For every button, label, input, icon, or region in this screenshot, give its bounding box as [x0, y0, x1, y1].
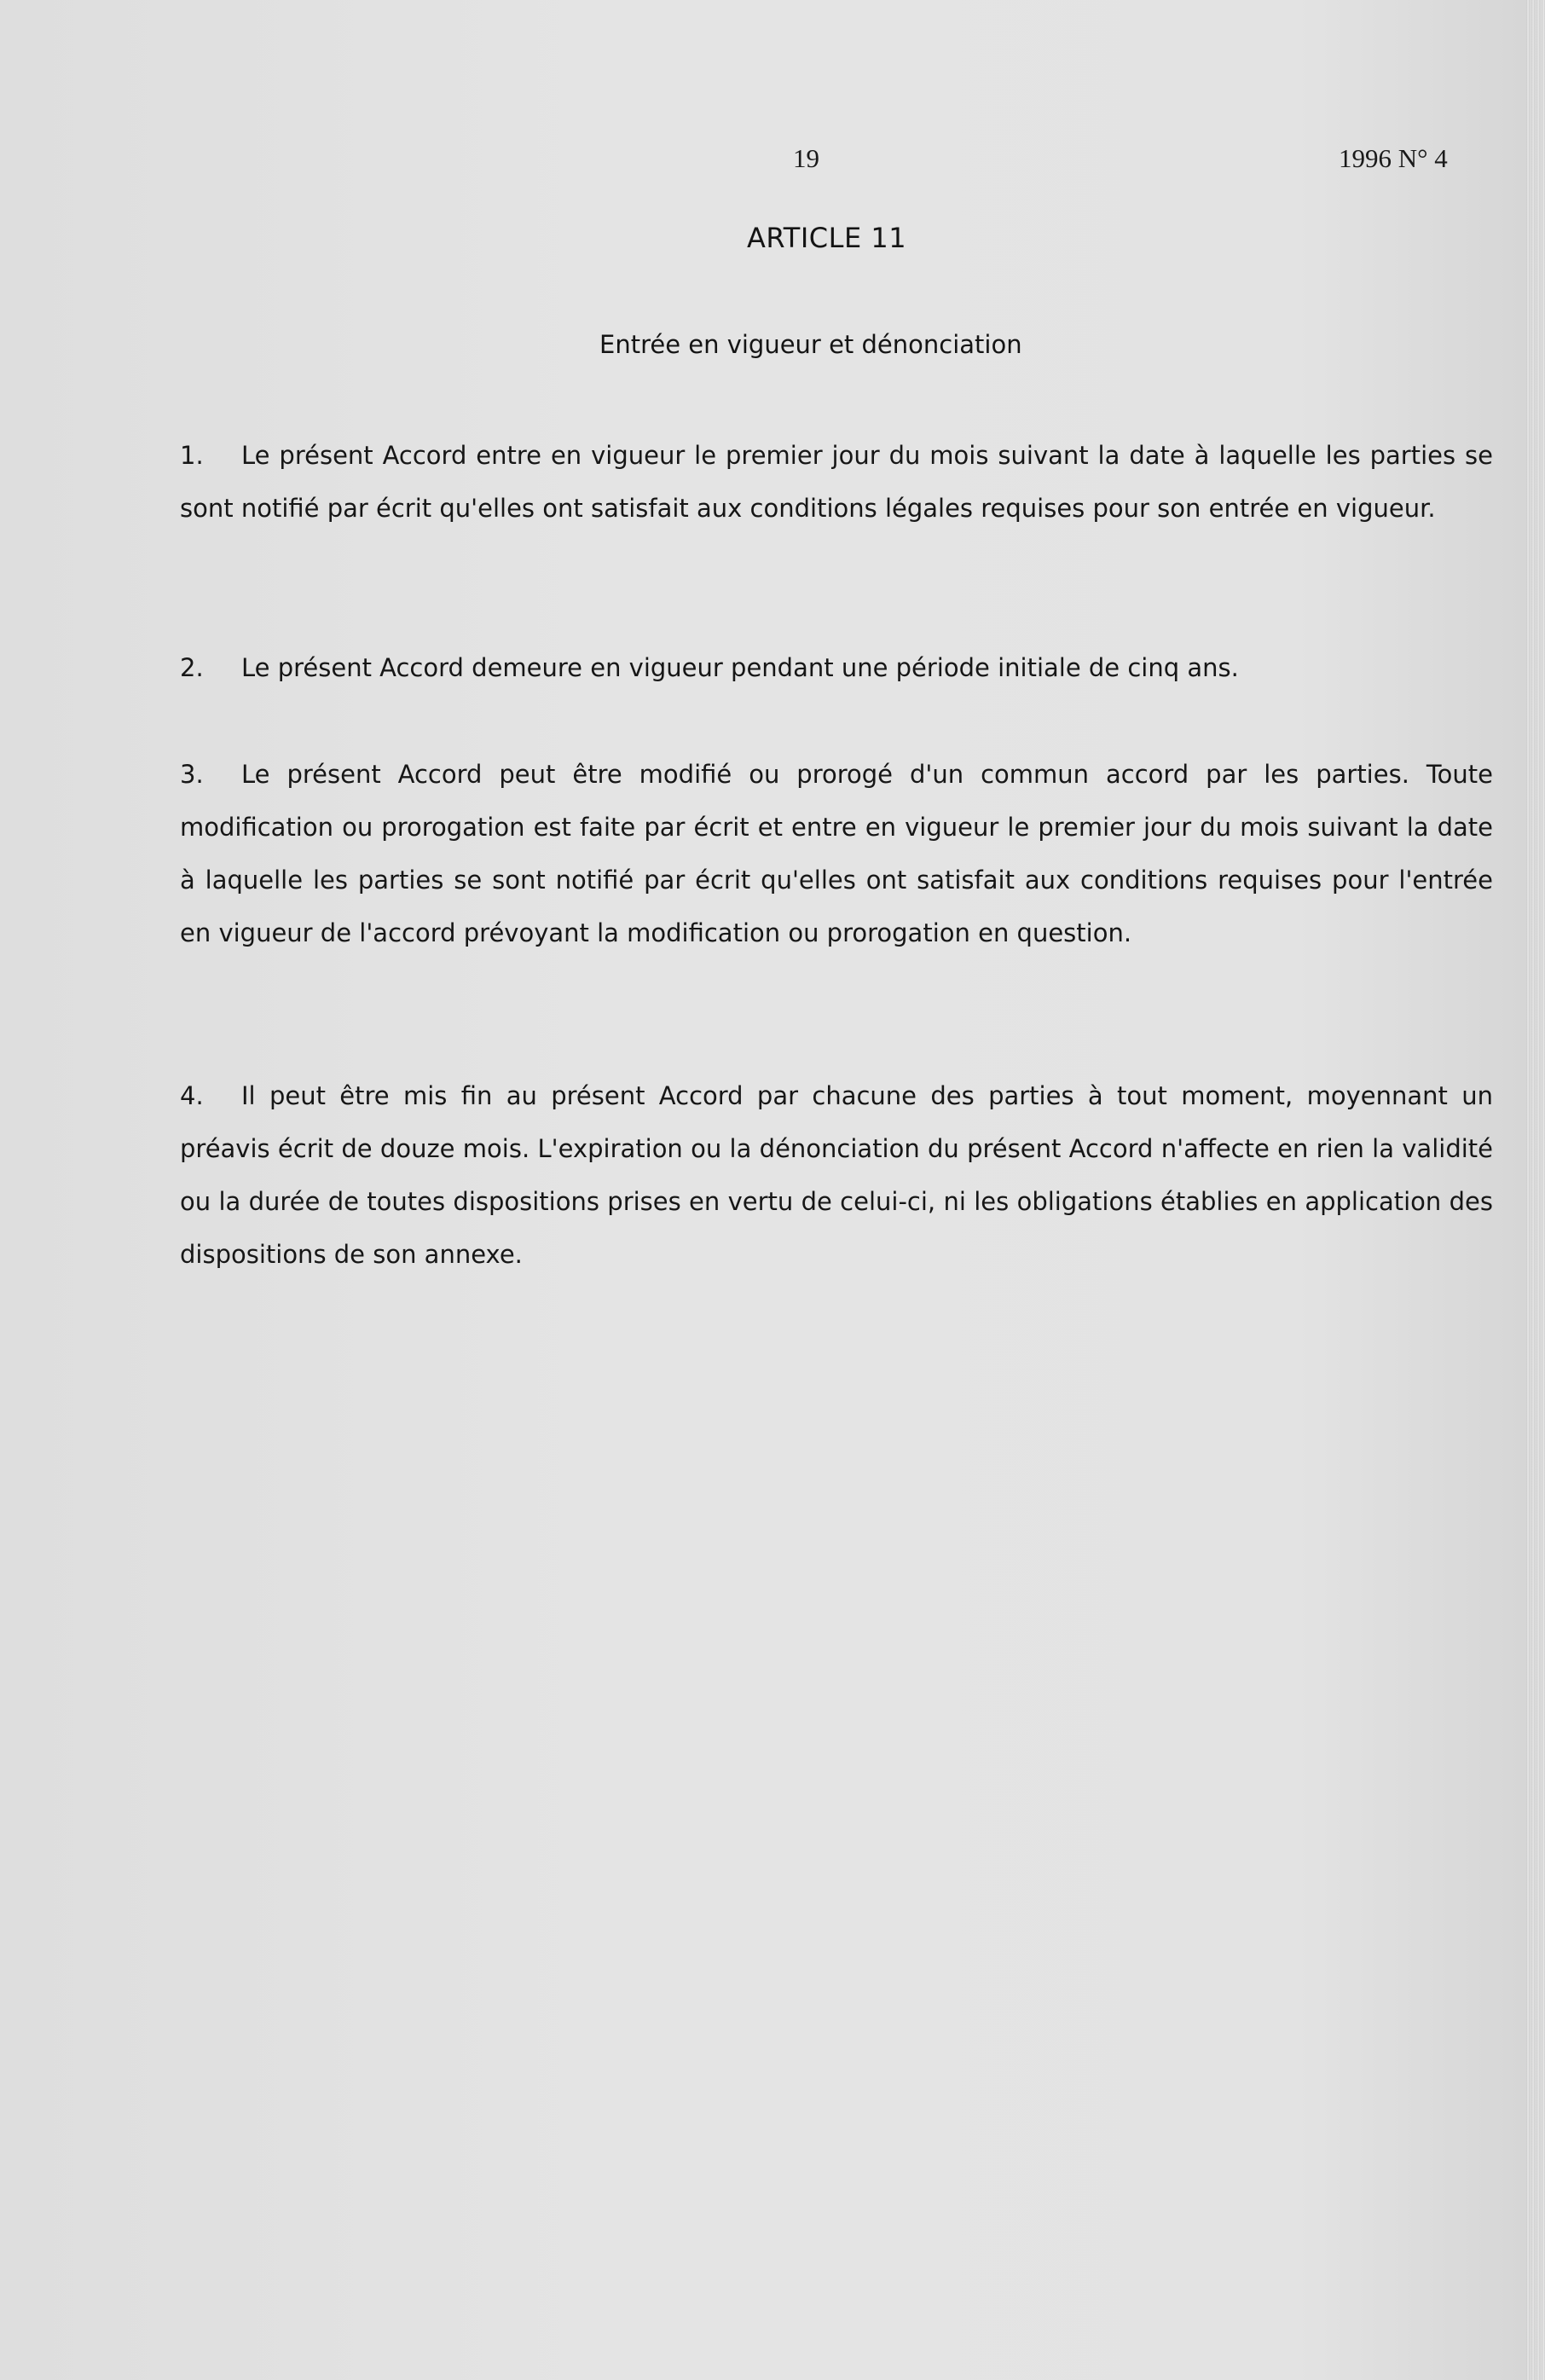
page-stack-edge [1526, 0, 1545, 2380]
paragraph-number: 3. [180, 760, 204, 789]
paragraph-text: Le présent Accord peut être modifié ou prorogé d'un commun accord par les parties. Toute modification ou prorogation est faite par écrit et entre en vigueur le premier jour du mois suivant la date à laquelle les parties se sont notifié par écrit qu'elles ont satisfait aux conditions requises pour l'entrée en vigueur de l'accord prévoyant la modification ou prorogation en question. [180, 760, 1493, 947]
paragraph-text: Le présent Accord demeure en vigueur pendant une période initiale de cinq ans. [241, 653, 1239, 682]
paragraph-number: 2. [180, 653, 204, 682]
article-title: ARTICLE 11 [747, 222, 907, 254]
paragraph-number: 4. [180, 1081, 204, 1110]
paragraph-2 [180, 641, 1493, 694]
paragraph-1 [180, 429, 1493, 535]
paragraph-text: Il peut être mis fin au présent Accord par chacune des parties à tout moment, moyennant un préavis écrit de douze mois. L'expiration ou la dénonciation du présent Accord n'affecte en rien la validité ou la durée de toutes dispositions prises en vertu de celui-ci, ni les obligations établies en application des dispositions de son annexe. [180, 1081, 1493, 1269]
paragraph-text: Le présent Accord entre en vigueur le premier jour du mois suivant la date à laquelle les parties se sont notifié par écrit qu'elles ont satisfait aux conditions légales requises pour son entrée en vigueur. [180, 441, 1493, 523]
paragraph-4 [180, 1069, 1493, 1281]
paragraph-number: 1. [180, 441, 204, 470]
paragraph-3 [180, 748, 1493, 959]
article-subtitle: Entrée en vigueur et dénonciation [599, 330, 1022, 359]
document-reference: 1996 N° 4 [1339, 143, 1448, 173]
page-number: 19 [793, 143, 819, 173]
